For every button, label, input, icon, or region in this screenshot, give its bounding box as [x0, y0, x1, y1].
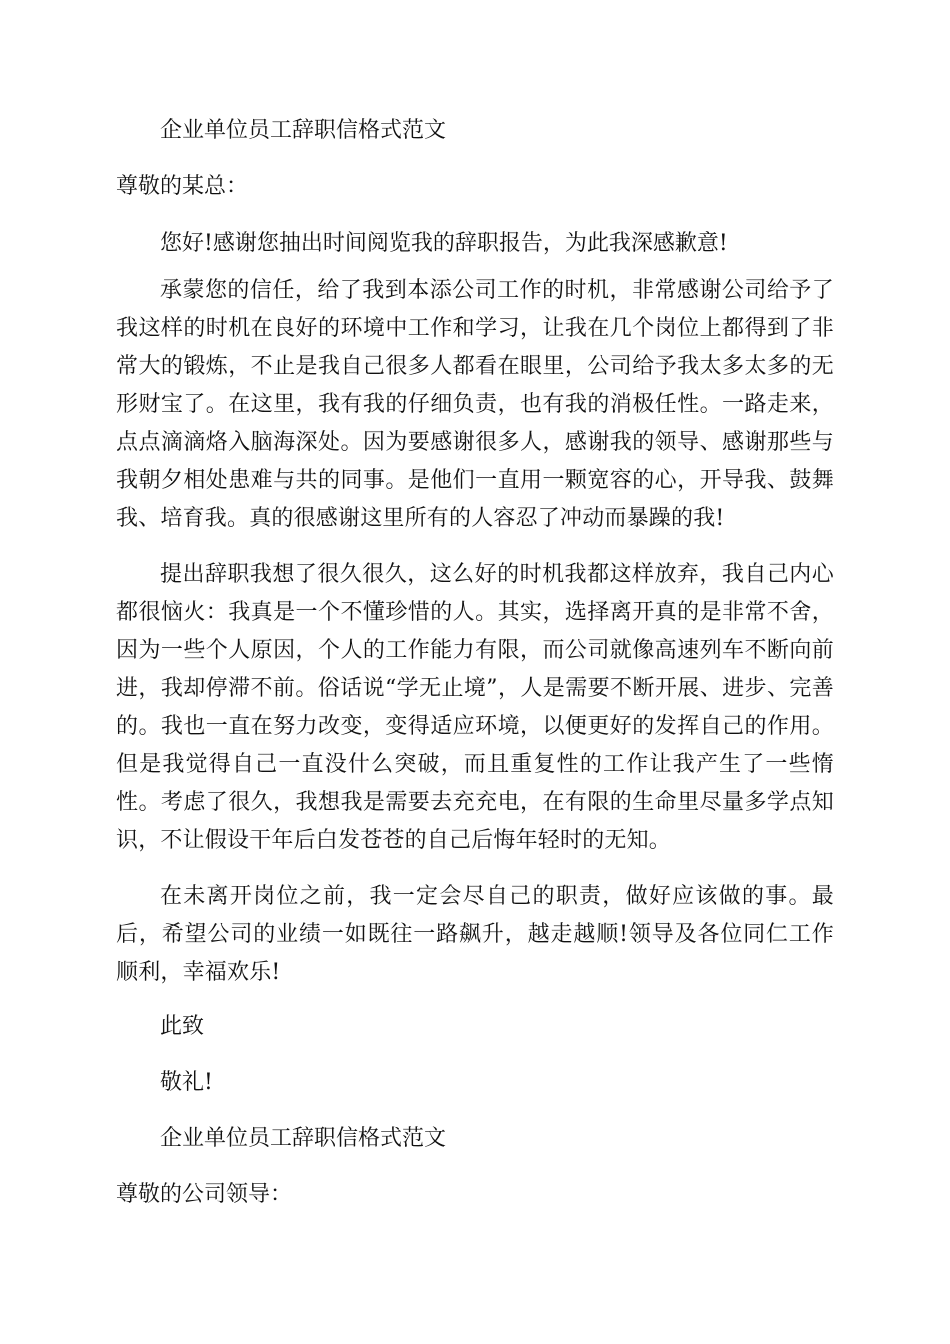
body-paragraph-3: 在未离开岗位之前，我一定会尽自己的职责，做好应该做的事。最后，希望公司的业绩一如既往一路飙升，越走越顺!领导及各位同仁工作顺利，幸福欢乐!	[116, 884, 834, 985]
salutation: 尊敬的某总：	[116, 174, 249, 199]
greeting: 您好!感谢您抽出时间阅览我的辞职报告，为此我深感歉意!	[160, 231, 728, 256]
second-salutation: 尊敬的公司领导：	[116, 1182, 293, 1207]
closing-regards: 此致	[160, 1014, 205, 1039]
body-paragraph-2: 提出辞职我想了很久很久，这么好的时机我都这样放弃，我自己内心都很恼火：我真是一个不懂珍惜的人。其实，选择离开真的是非常不舍，因为一些个人原因，个人的工作能力有限，而公司就像高速列车不断向前进，我却停滞不前。俗话说“学无止境”，人是需要不断开展、进步、完善的。我也一直在努力改变，变得适应环境，以便更好的发挥自己的作用。但是我觉得自己一直没什么突破，而且重复性的工作让我产生了一些惰性。考虑了很久，我想我是需要去充充电，在有限的生命里尽量多学点知识，不让假设干年后白发苍苍的自己后悔年轻时的无知。	[116, 562, 834, 853]
document-title: 企业单位员工辞职信格式范文	[160, 118, 447, 143]
second-title: 企业单位员工辞职信格式范文	[160, 1126, 447, 1151]
closing-salute: 敬礼!	[160, 1070, 213, 1095]
body-paragraph-1: 承蒙您的信任，给了我到本添公司工作的时机，非常感谢公司给予了我这样的时机在良好的环境中工作和学习，让我在几个岗位上都得到了非常大的锻炼，不止是我自己很多人都看在眼里，公司给予我太多太多的无形财宝了。在这里，我有我的仔细负责，也有我的消极任性。一路走来，点点滴滴烙入脑海深处。因为要感谢很多人，感谢我的领导、感谢那些与我朝夕相处患难与共的同事。是他们一直用一颗宽容的心，开导我、鼓舞我、培育我。真的很感谢这里所有的人容忍了冲动而暴躁的我!	[116, 278, 834, 531]
